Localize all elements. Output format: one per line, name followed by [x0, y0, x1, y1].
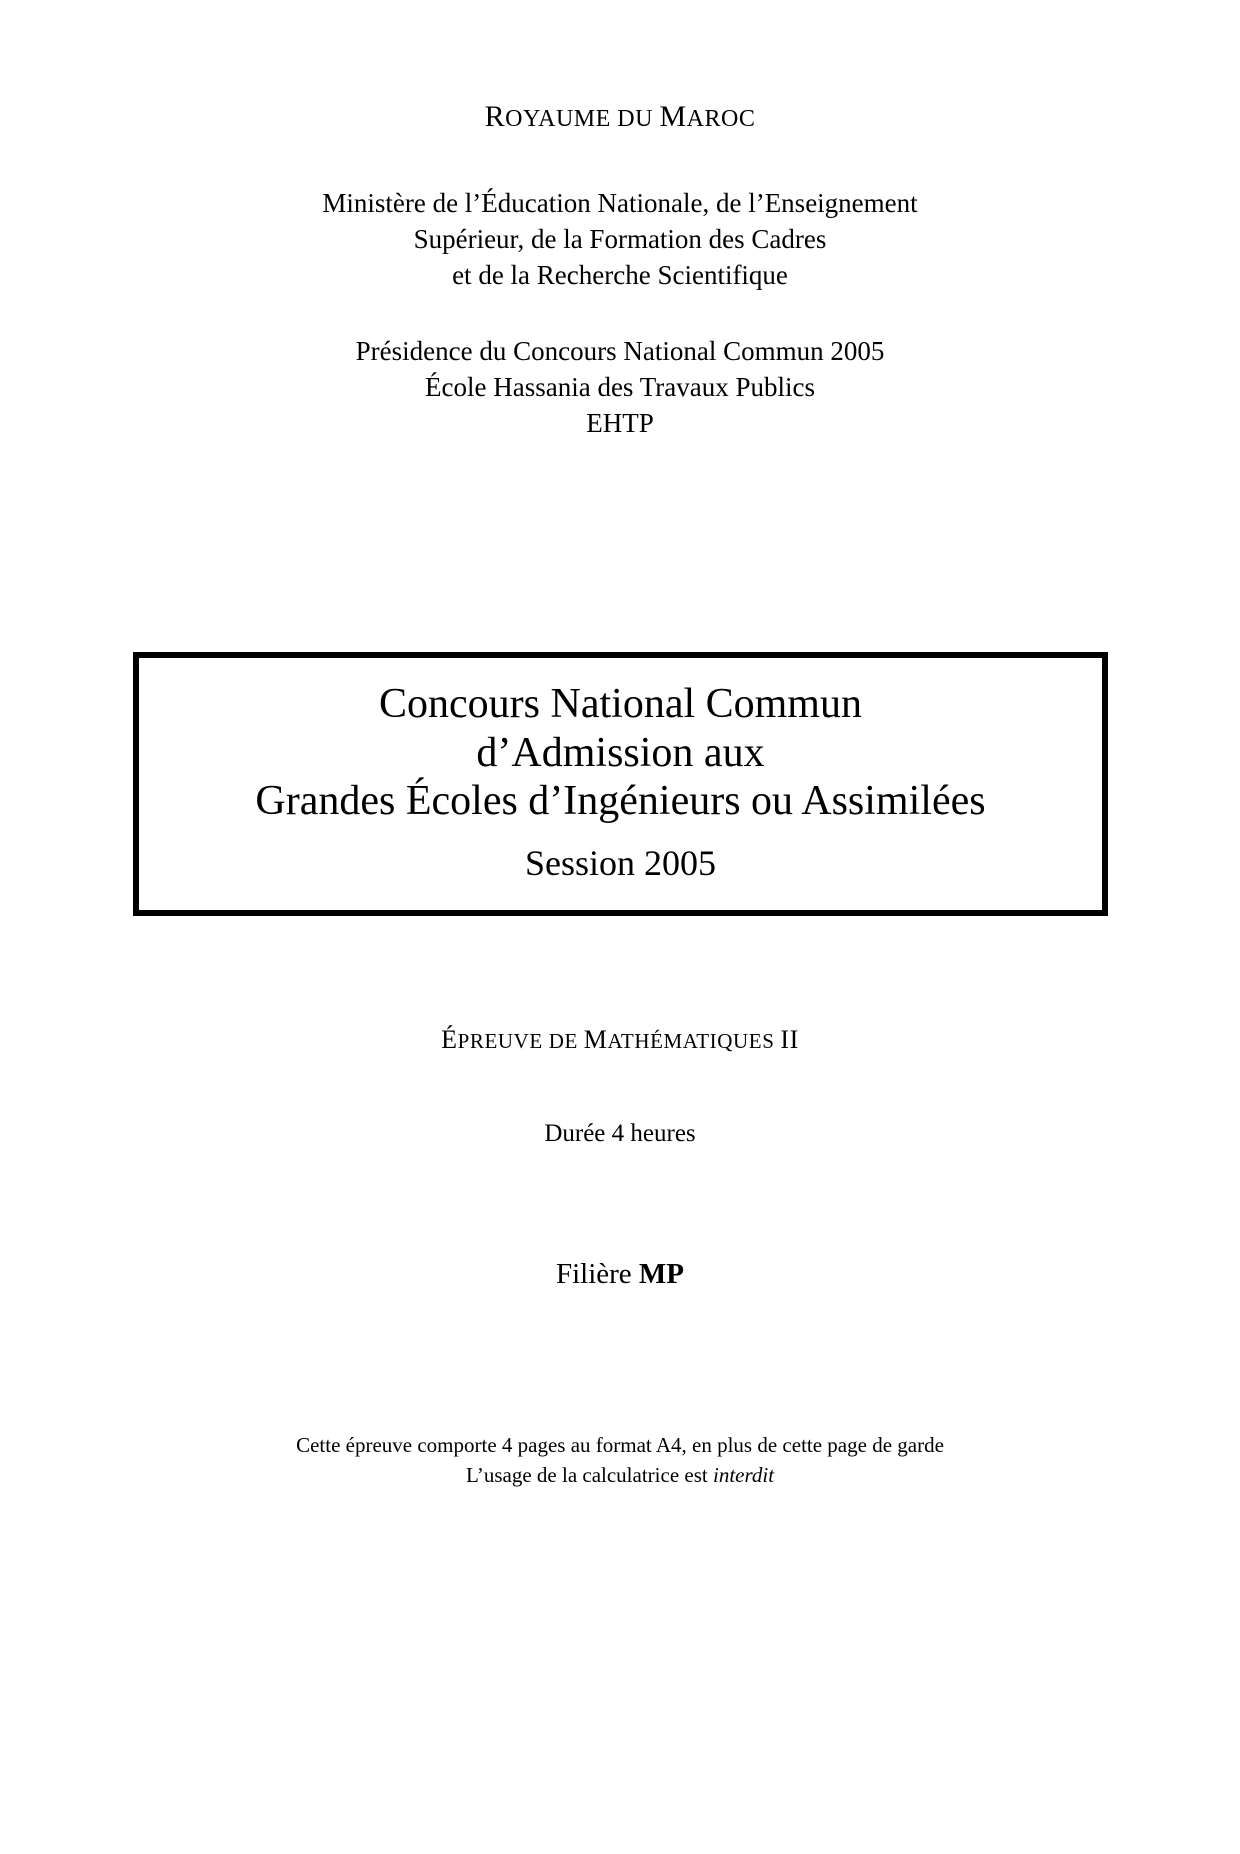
exam-title-line-1: Concours National Commun — [379, 681, 862, 727]
filiere-label: Filière — [555, 1258, 639, 1290]
kingdom-initial-r: R — [484, 100, 506, 133]
subject-initial-e: É — [441, 1025, 458, 1054]
footer-note — [0, 1430, 1240, 1491]
ministry-line-1: Ministère de l’Éducation Nationale, de l’Enseignement — [322, 188, 918, 218]
presidency-line-2: École Hassania des Travaux Publics — [425, 371, 815, 402]
ministry-line-3: et de la Recherche Scientifique — [452, 259, 788, 290]
footer-line-2-emphasis: interdit — [712, 1463, 775, 1488]
kingdom-initial-m: M — [659, 100, 687, 133]
kingdom-heading — [0, 100, 1240, 134]
ministry-line-2: Supérieur, de la Formation des Cadres — [413, 223, 827, 254]
footer-line-2-prefix: L’usage de la calculatrice est — [465, 1463, 713, 1488]
kingdom-text-1: OYAUME DU — [505, 106, 660, 132]
exam-cover-page — [0, 100, 1240, 1854]
footer-line-1: Cette épreuve comporte 4 pages au format A4, en plus de cette page de garde — [296, 1433, 944, 1457]
exam-title-line-2: d’Admission aux — [476, 729, 765, 776]
session-label: Session 2005 — [524, 843, 717, 884]
subject-heading — [0, 1025, 1240, 1055]
exam-title-line-3: Grandes Écoles d’Ingénieurs ou Assimilées — [255, 778, 986, 825]
ministry-block — [0, 186, 1240, 294]
presidency-block — [0, 334, 1240, 442]
subject-text-2: ATHÉMATIQUES — [607, 1029, 781, 1053]
filiere-line — [0, 1258, 1240, 1291]
subject-text-1: PREUVE DE — [457, 1029, 584, 1053]
presidency-line-1: Présidence du Concours National Commun 2005 — [355, 335, 885, 366]
filiere-value: MP — [638, 1258, 685, 1290]
exam-title-frame — [133, 652, 1108, 916]
subject-number: II — [780, 1025, 799, 1054]
exam-main-title — [149, 680, 1092, 826]
duration-label: Durée 4 heures — [544, 1120, 696, 1147]
presidency-line-3: EHTP — [586, 407, 654, 438]
kingdom-text-2: AROC — [686, 106, 756, 132]
footer-line-2 — [0, 1460, 1240, 1490]
subject-initial-m: M — [583, 1025, 608, 1054]
